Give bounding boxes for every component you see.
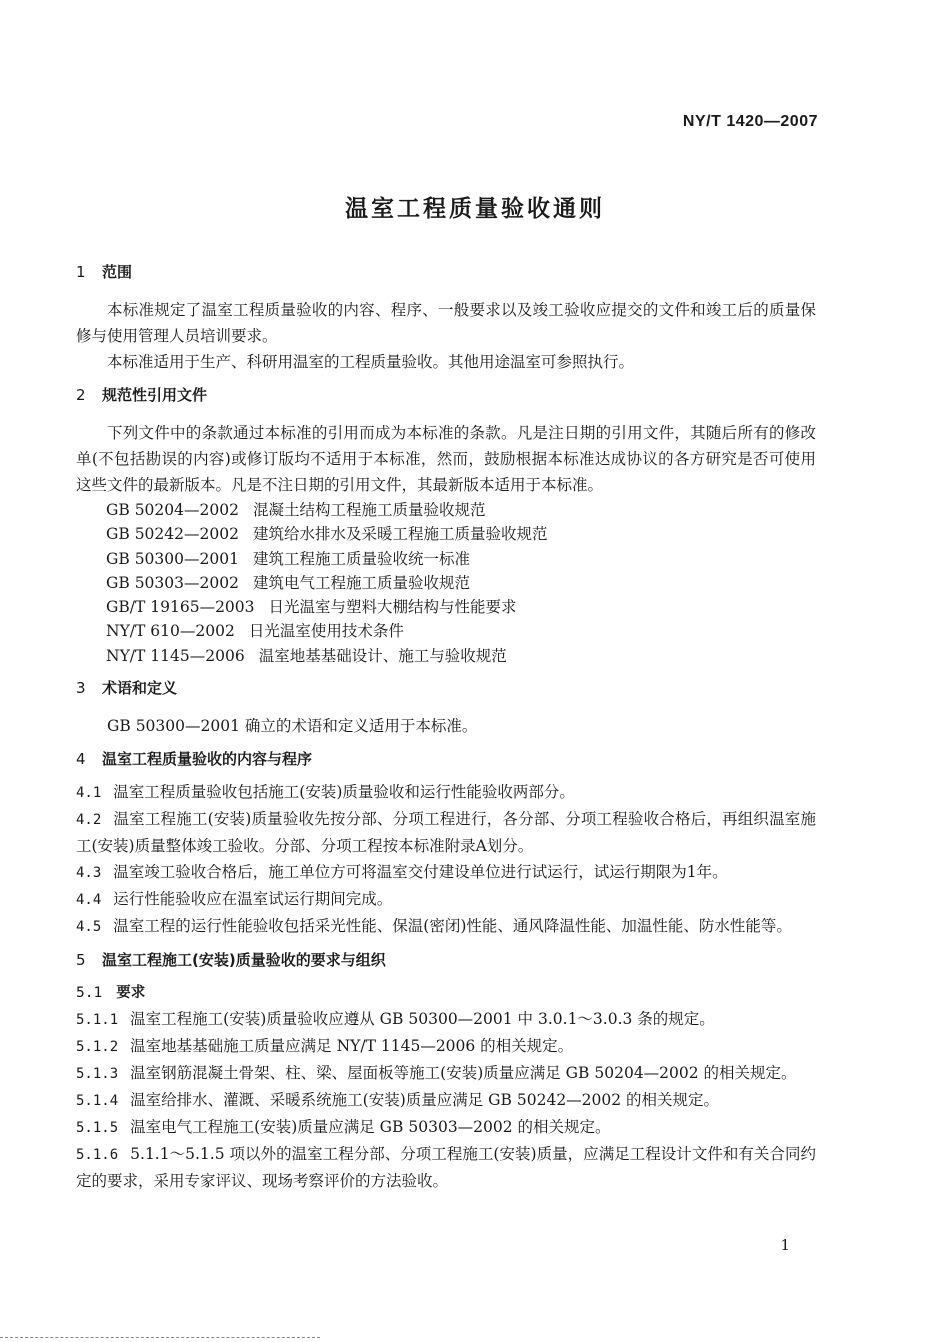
reference-name: 混凝土结构工程施工质量验收规范 bbox=[252, 501, 486, 519]
reference-item bbox=[76, 619, 816, 643]
clause-number: 4.4 bbox=[76, 892, 102, 909]
clause-text: 温室钢筋混凝土骨架、柱、梁、屋面板等施工(安装)质量应满足 GB 50204—2002 的相关规定。 bbox=[130, 1064, 797, 1083]
section-5-heading bbox=[76, 946, 816, 974]
clause-text: 温室地基基础施工质量应满足 NY/T 1145—2006 的相关规定。 bbox=[130, 1037, 574, 1056]
clause-number: 5.1.6 bbox=[76, 1147, 119, 1164]
clause-text: 温室工程的运行性能验收包括采光性能、保温(密闭)性能、通风降温性能、加温性能、防水性能等。 bbox=[113, 917, 792, 936]
reference-name: 日光温室与塑料大棚结构与性能要求 bbox=[268, 598, 517, 617]
clause bbox=[76, 859, 816, 886]
clause-text: 温室工程施工(安装)质量验收先按分部、分项工程进行，各分部、分项工程验收合格后，再组织温室施工(安装)质量整体竣工验收。分部、分项工程按本标准附录A划分。 bbox=[76, 810, 816, 856]
clause-number: 5.1.4 bbox=[76, 1093, 119, 1110]
reference-code: GB 50242—2002 bbox=[106, 525, 239, 544]
section-number: 4 bbox=[76, 750, 86, 769]
reference-code: GB 50303—2002 bbox=[106, 573, 239, 592]
reference-name: 建筑电气工程施工质量验收规范 bbox=[252, 573, 470, 592]
reference-item bbox=[76, 644, 816, 668]
section-3-heading bbox=[76, 674, 816, 702]
section-number: 3 bbox=[76, 679, 86, 698]
reference-name: 日光温室使用技术条件 bbox=[248, 622, 404, 641]
clause-number: 4.5 bbox=[76, 919, 102, 936]
subsection-number: 5.1 bbox=[76, 985, 103, 1002]
subsection-title: 要求 bbox=[116, 985, 146, 1002]
clause bbox=[76, 1060, 816, 1087]
reference-item bbox=[76, 595, 816, 619]
clause bbox=[76, 1087, 816, 1114]
section-4-heading bbox=[76, 745, 816, 773]
document-body bbox=[76, 258, 816, 1194]
clause-number: 5.1.3 bbox=[76, 1066, 119, 1083]
section-title: 规范性引用文件 bbox=[102, 386, 208, 404]
reference-name: 温室地基基础设计、施工与验收规范 bbox=[258, 646, 507, 665]
reference-item bbox=[76, 498, 816, 522]
clause-number: 5.1.2 bbox=[76, 1039, 119, 1056]
paragraph: 本标准适用于生产、科研用温室的工程质量验收。其他用途温室可参照执行。 bbox=[107, 353, 635, 371]
clause-text: 5.1.1～5.1.5 项以外的温室工程分部、分项工程施工(安装)质量，应满足工程设计文件和有关合同约定的要求，采用专家评议、现场考察评价的方法验收。 bbox=[76, 1145, 816, 1191]
reference-code: GB/T 19165—2003 bbox=[106, 598, 255, 617]
clause-text: 温室工程施工(安装)质量验收应遵从 GB 50300—2001 中 3.0.1～3.0.3 条的规定。 bbox=[130, 1010, 715, 1029]
clause bbox=[76, 1114, 816, 1141]
reference-code: NY/T 1145—2006 bbox=[106, 646, 245, 665]
subsection-heading bbox=[76, 980, 816, 1006]
clause-number: 4.1 bbox=[76, 785, 102, 802]
reference-name: 建筑给水排水及采暖工程施工质量验收规范 bbox=[252, 525, 548, 544]
section-title: 温室工程质量验收的内容与程序 bbox=[102, 750, 313, 769]
reference-code: GB 50300—2001 bbox=[106, 549, 239, 568]
reference-code: GB 50204—2002 bbox=[106, 501, 239, 519]
reference-code: NY/T 610—2002 bbox=[106, 622, 235, 641]
clause-number: 5.1.1 bbox=[76, 1012, 119, 1029]
reference-item bbox=[76, 571, 816, 595]
reference-item bbox=[76, 547, 816, 571]
section-title: 温室工程施工(安装)质量验收的要求与组织 bbox=[102, 951, 386, 970]
clause bbox=[76, 806, 816, 859]
scan-edge-line bbox=[0, 1337, 320, 1338]
reference-name: 建筑工程施工质量验收统一标准 bbox=[252, 549, 470, 568]
clause-number: 4.2 bbox=[76, 812, 102, 829]
section-number: 5 bbox=[76, 951, 86, 970]
reference-item bbox=[76, 522, 816, 546]
clause-text: 温室电气工程施工(安装)质量应满足 GB 50303—2002 的相关规定。 bbox=[130, 1118, 611, 1137]
document-title: 温室工程质量验收通则 bbox=[345, 196, 605, 222]
section-1-heading bbox=[76, 258, 816, 286]
clause bbox=[76, 779, 816, 806]
page-number: 1 bbox=[780, 1236, 790, 1254]
clause-text: 温室给排水、灌溉、采暖系统施工(安装)质量应满足 GB 50242—2002 的相关规定。 bbox=[130, 1091, 720, 1110]
standard-code: NY/T 1420—2007 bbox=[682, 113, 818, 130]
clause-number: 5.1.5 bbox=[76, 1120, 119, 1137]
section-2-heading bbox=[76, 381, 816, 409]
reference-list bbox=[76, 498, 816, 668]
section-number: 1 bbox=[76, 263, 86, 281]
paragraph: GB 50300—2001 确立的术语和定义适用于本标准。 bbox=[107, 717, 478, 736]
paragraph: 本标准规定了温室工程质量验收的内容、程序、一般要求以及竣工验收应提交的文件和竣工后的质量保修与使用管理人员培训要求。 bbox=[76, 301, 816, 345]
section-title: 术语和定义 bbox=[102, 679, 178, 698]
clause-text: 温室工程质量验收包括施工(安装)质量验收和运行性能验收两部分。 bbox=[113, 783, 575, 802]
section-number: 2 bbox=[76, 386, 86, 404]
clause bbox=[76, 1033, 816, 1060]
clause-text: 温室竣工验收合格后，施工单位方可将温室交付建设单位进行试运行，试运行期限为1年。 bbox=[113, 863, 728, 882]
clause bbox=[76, 886, 816, 913]
clause bbox=[76, 913, 816, 940]
paragraph: 下列文件中的条款通过本标准的引用而成为本标准的条款。凡是注日期的引用文件，其随后所有的修改单(不包括勘误的内容)或修订版均不适用于本标准，然而，鼓励根据本标准达成协议的各方研究是否可使用这些文件的最新版本。凡是不注日期的引用文件，其最新版本适用于本标准。 bbox=[76, 424, 816, 494]
clause bbox=[76, 1006, 816, 1033]
clause-number: 4.3 bbox=[76, 865, 102, 882]
clause-text: 运行性能验收应在温室试运行期间完成。 bbox=[113, 890, 393, 909]
clause bbox=[76, 1141, 816, 1194]
section-title: 范围 bbox=[102, 263, 133, 281]
